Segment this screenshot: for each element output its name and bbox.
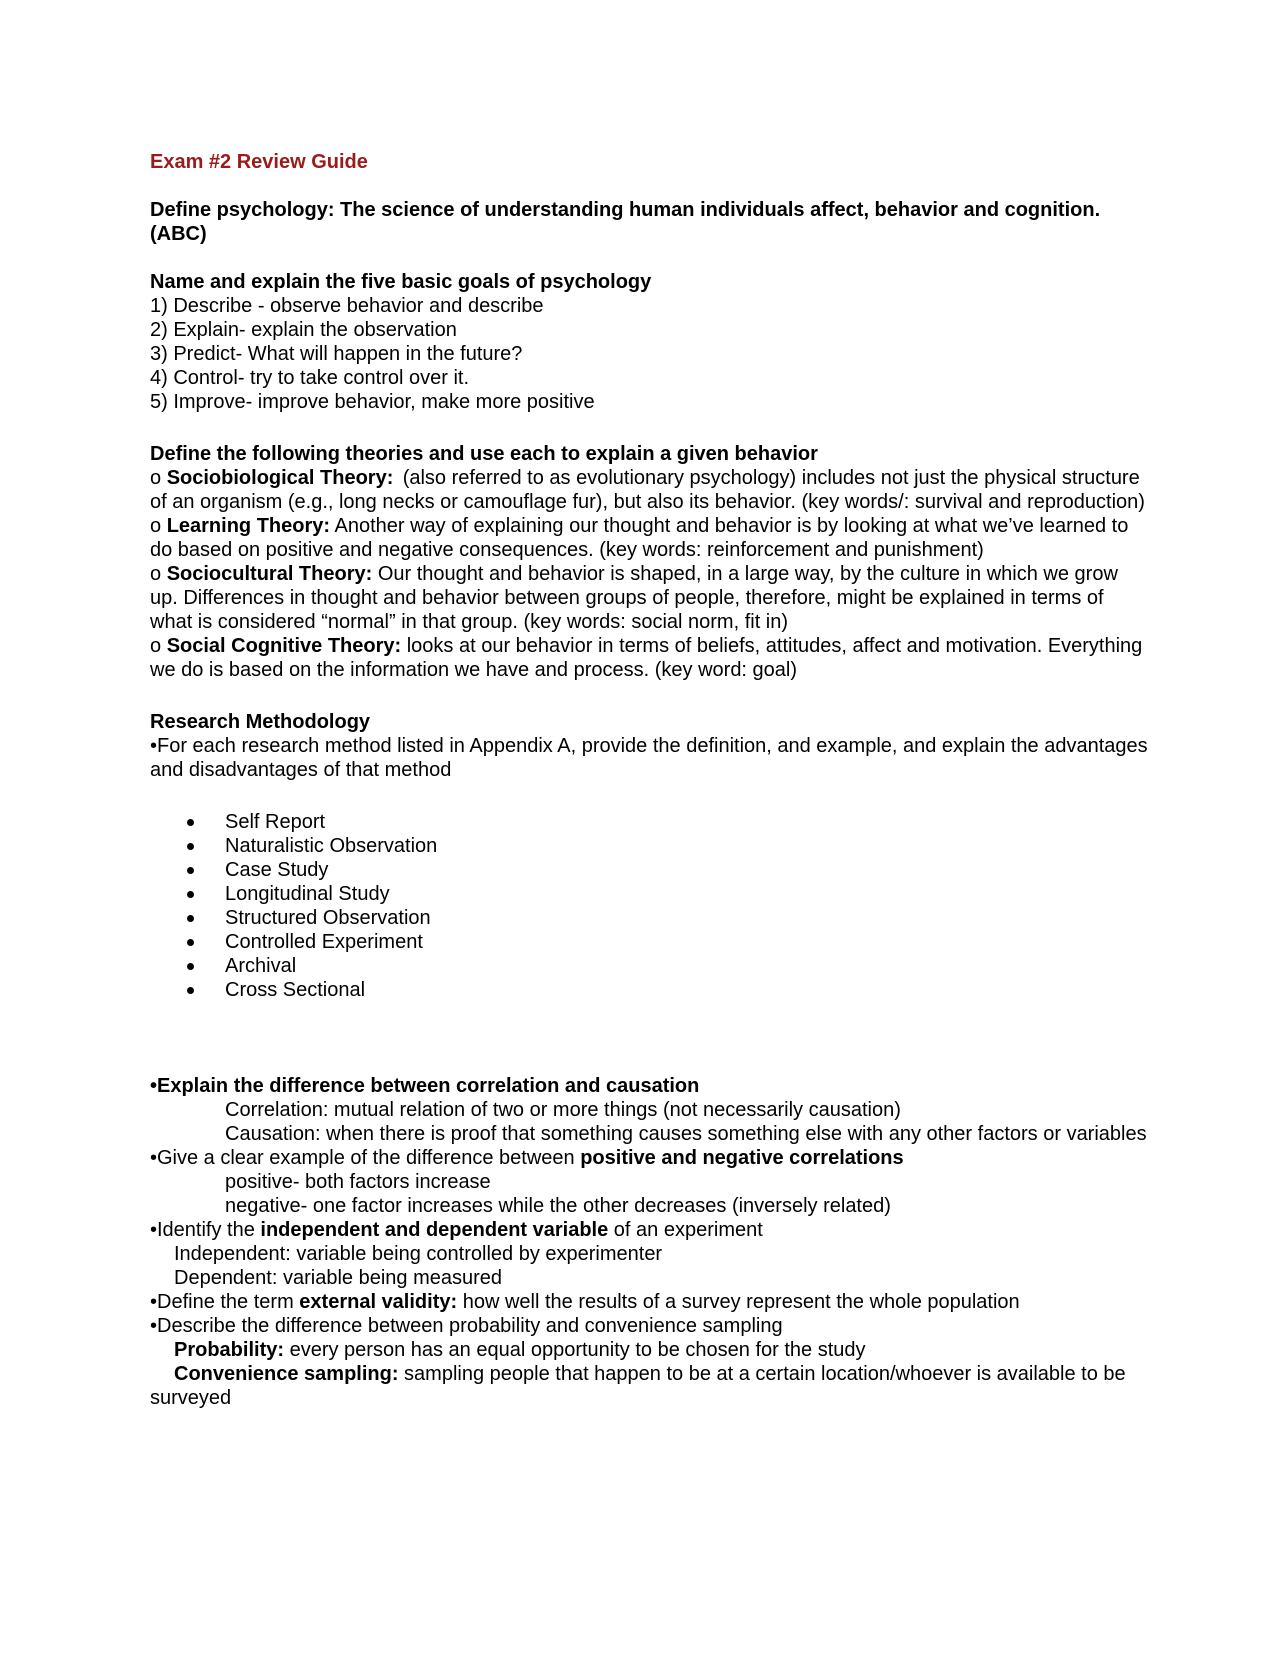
list-item: Naturalistic Observation bbox=[150, 834, 1150, 858]
list-item: Self Report bbox=[150, 810, 1150, 834]
theory-name: Learning Theory: bbox=[166, 515, 331, 537]
convenience-sampling: Convenience sampling: sampling people that happen to be at a certain location/whoever is available to be surveyed bbox=[150, 1363, 1126, 1409]
bullet-icon bbox=[187, 843, 194, 850]
goal-item: 1) Describe - observe behavior and describe bbox=[150, 295, 544, 317]
positive-correlation: positive- both factors increase bbox=[225, 1171, 491, 1193]
theories-heading: Define the following theories and use each to explain a given behavior bbox=[150, 443, 818, 465]
negative-correlation: negative- one factor increases while the other decreases (inversely related) bbox=[225, 1195, 891, 1217]
theory-sociocultural: o Sociocultural Theory: Our thought and behavior is shaped, in a large way, by the culture in which we grow up. Differences in thought and behavior between groups of people, therefore, might be explained in terms of what is considered “normal” in that group. (key words: social norm, fit in) bbox=[150, 563, 1118, 633]
sampling-heading: •Describe the difference between probability and convenience sampling bbox=[150, 1315, 783, 1337]
correlation-definition: Correlation: mutual relation of two or more things (not necessarily causation) bbox=[225, 1099, 901, 1121]
dependent-variable: Dependent: variable being measured bbox=[174, 1267, 502, 1289]
bullet-icon bbox=[187, 987, 194, 994]
variables-heading: •Identify the independent and dependent variable of an experiment bbox=[150, 1219, 763, 1241]
external-validity: •Define the term external validity: how well the results of a survey represent the whole population bbox=[150, 1291, 1020, 1313]
goals-heading: Name and explain the five basic goals of psychology bbox=[150, 271, 652, 293]
bullet-icon bbox=[187, 939, 194, 946]
bullet-icon bbox=[187, 819, 194, 826]
document-body bbox=[150, 150, 1150, 1410]
list-item: Case Study bbox=[150, 858, 1150, 882]
research-heading: Research Methodology bbox=[150, 711, 371, 733]
goal-item: 2) Explain- explain the observation bbox=[150, 319, 457, 341]
bullet-icon bbox=[187, 963, 194, 970]
list-item: Archival bbox=[150, 954, 1150, 978]
theory-sociobiological: o Sociobiological Theory: (also referred to as evolutionary psychology) includes not just the physical structure of an organism (e.g., long necks or camouflage fur), but also its behavior. (key words/: survival and reproduction) bbox=[150, 467, 1145, 513]
causation-definition: Causation: when there is proof that something causes something else with any other factors or variables bbox=[225, 1123, 1147, 1145]
research-methods-list bbox=[150, 810, 1150, 1002]
theory-name: Sociocultural Theory: bbox=[166, 563, 373, 585]
probability-sampling: Probability: every person has an equal opportunity to be chosen for the study bbox=[174, 1339, 866, 1361]
list-item: Cross Sectional bbox=[150, 978, 1150, 1002]
list-item: Longitudinal Study bbox=[150, 882, 1150, 906]
goal-item: 3) Predict- What will happen in the future? bbox=[150, 343, 523, 365]
list-item: Controlled Experiment bbox=[150, 930, 1150, 954]
correlation-heading: •Explain the difference between correlation and causation bbox=[150, 1075, 700, 1097]
bullet-icon bbox=[187, 891, 194, 898]
bullet-icon bbox=[187, 915, 194, 922]
research-intro: •For each research method listed in Appendix A, provide the definition, and example, and explain the advantages and disadvantages of that method bbox=[150, 735, 1148, 781]
goal-item: 4) Control- try to take control over it. bbox=[150, 367, 470, 389]
pos-neg-heading: •Give a clear example of the difference between positive and negative correlations bbox=[150, 1147, 904, 1169]
theory-learning: o Learning Theory: Another way of explaining our thought and behavior is by looking at what we’ve learned to do based on positive and negative consequences. (key words: reinforcement and punishment) bbox=[150, 515, 1129, 561]
theory-name: Sociobiological Theory: bbox=[166, 467, 394, 489]
theory-name: Social Cognitive Theory: bbox=[166, 635, 402, 657]
list-item: Structured Observation bbox=[150, 906, 1150, 930]
theory-social-cognitive: o Social Cognitive Theory: looks at our behavior in terms of beliefs, attitudes, affect and motivation. Everything we do is based on the information we have and process. (key word: goal) bbox=[150, 635, 1143, 681]
bullet-icon bbox=[187, 867, 194, 874]
goal-item: 5) Improve- improve behavior, make more positive bbox=[150, 391, 595, 413]
document-title: Exam #2 Review Guide bbox=[150, 151, 368, 173]
define-psychology: Define psychology: The science of understanding human individuals affect, behavior and cognition. (ABC) bbox=[150, 199, 1101, 245]
independent-variable: Independent: variable being controlled by experimenter bbox=[174, 1243, 663, 1265]
